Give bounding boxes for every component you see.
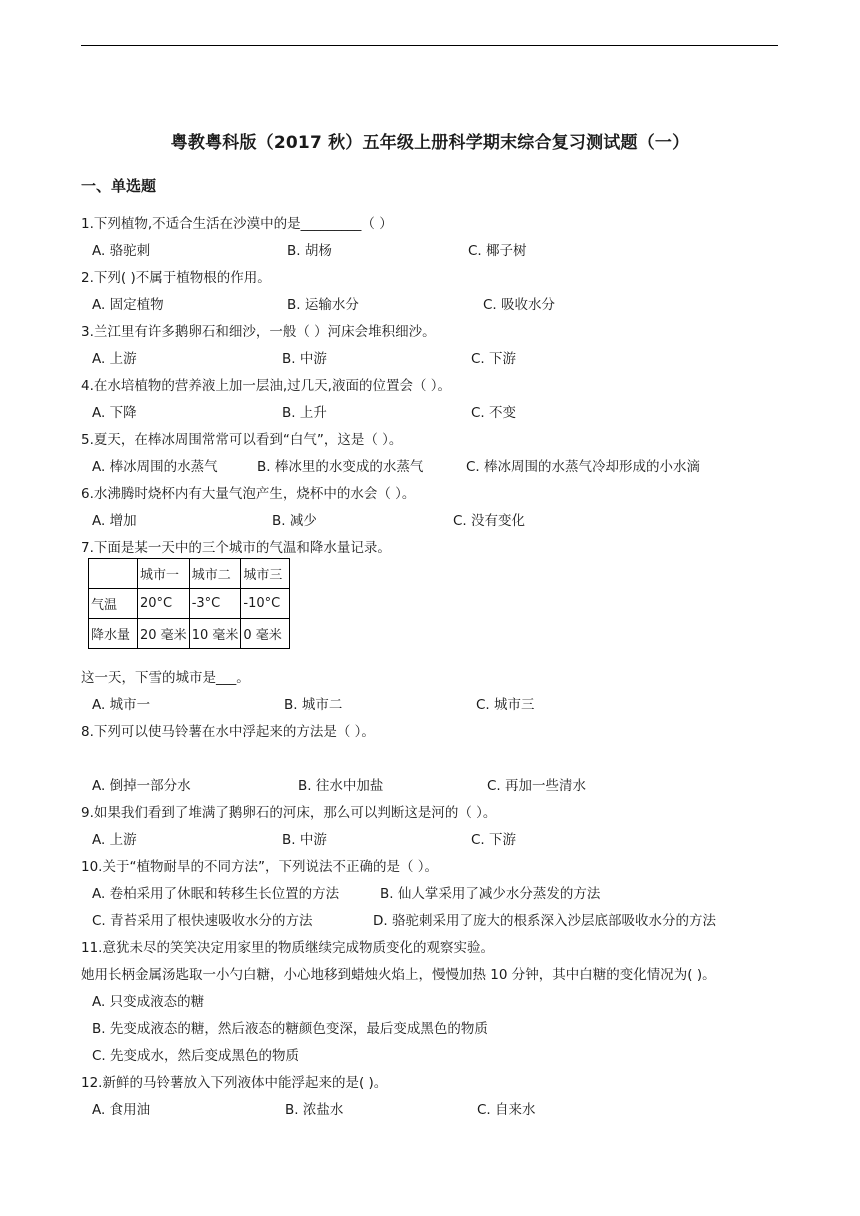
table-cell [89, 559, 138, 589]
q10-option-c[interactable]: C. 青苔采用了根快速吸收水分的方法 [92, 913, 313, 929]
q7-option-b[interactable]: B. 城市二 [284, 697, 343, 713]
table-header-cell: 城市二 [189, 559, 241, 589]
header-rule [81, 45, 778, 46]
q9-option-a[interactable]: A. 上游 [92, 832, 137, 848]
weather-table [88, 558, 290, 649]
table-cell: 降水量 [89, 619, 138, 649]
q4-option-b[interactable]: B. 上升 [282, 405, 327, 421]
question-9-stem: 9.如果我们看到了堆满了鹅卵石的河床，那么可以判断这是河的（ ）。 [81, 805, 497, 821]
section-heading: 一、单选题 [81, 177, 157, 195]
table-row [89, 619, 290, 649]
question-12-stem: 12.新鲜的马铃薯放入下列液体中能浮起来的是( )。 [81, 1075, 388, 1091]
q2-option-b[interactable]: B. 运输水分 [287, 297, 359, 313]
question-1-stem: 1.下列植物,不适合生活在沙漠中的是_________（ ） [81, 216, 393, 232]
q4-option-a[interactable]: A. 下降 [92, 405, 137, 421]
q5-option-a[interactable]: A. 棒冰周围的水蒸气 [92, 459, 218, 475]
q11-option-a[interactable]: A. 只变成液态的糖 [92, 994, 205, 1010]
q5-option-c[interactable]: C. 棒冰周围的水蒸气冷却形成的小水滴 [466, 459, 701, 475]
q4-option-c[interactable]: C. 不变 [471, 405, 517, 421]
q10-option-a[interactable]: A. 卷柏采用了休眠和转移生长位置的方法 [92, 886, 340, 902]
q8-option-a[interactable]: A. 倒掉一部分水 [92, 778, 191, 794]
q12-option-a[interactable]: A. 食用油 [92, 1102, 151, 1118]
q6-option-b[interactable]: B. 减少 [272, 513, 317, 529]
table-cell: 气温 [89, 589, 138, 619]
table-cell: -3°C [189, 589, 241, 619]
table-row [89, 589, 290, 619]
question-4-stem: 4.在水培植物的营养液上加一层油,过几天,液面的位置会（ ）。 [81, 378, 452, 394]
q1-option-a[interactable]: A. 骆驼刺 [92, 243, 151, 259]
q5-option-b[interactable]: B. 棒冰里的水变成的水蒸气 [257, 459, 424, 475]
q9-option-b[interactable]: B. 中游 [282, 832, 327, 848]
question-8-stem: 8.下列可以使马铃薯在水中浮起来的方法是（ ）。 [81, 724, 375, 740]
table-header-row [89, 559, 290, 589]
question-5-stem: 5.夏天，在棒冰周围常常可以看到“白气”，这是（ ）。 [81, 432, 403, 448]
q7-option-a[interactable]: A. 城市一 [92, 697, 151, 713]
question-11-stem-continued: 她用长柄金属汤匙取一小勺白糖，小心地移到蜡烛火焰上，慢慢加热 10 分钟，其中白糖的变化情况为( )。 [81, 967, 716, 983]
q6-option-a[interactable]: A. 增加 [92, 513, 137, 529]
question-11-stem: 11.意犹未尽的笑笑决定用家里的物质继续完成物质变化的观察实验。 [81, 940, 494, 956]
question-6-stem: 6.水沸腾时烧杯内有大量气泡产生，烧杯中的水会（ ）。 [81, 486, 416, 502]
table-cell: 0 毫米 [241, 619, 290, 649]
q7-option-c[interactable]: C. 城市三 [476, 697, 535, 713]
q3-option-a[interactable]: A. 上游 [92, 351, 137, 367]
table-cell: 20 毫米 [138, 619, 190, 649]
q10-option-d[interactable]: D. 骆驼刺采用了庞大的根系深入沙层底部吸收水分的方法 [373, 913, 716, 929]
q1-option-c[interactable]: C. 椰子树 [468, 243, 527, 259]
page-title: 粤教粤科版（2017 秋）五年级上册科学期末综合复习测试题（一） [170, 133, 690, 153]
q9-option-c[interactable]: C. 下游 [471, 832, 517, 848]
q2-option-a[interactable]: A. 固定植物 [92, 297, 164, 313]
question-2-stem: 2.下列( )不属于植物根的作用。 [81, 270, 271, 286]
table-cell: -10°C [241, 589, 290, 619]
q3-option-c[interactable]: C. 下游 [471, 351, 517, 367]
q8-option-b[interactable]: B. 往水中加盐 [298, 778, 384, 794]
q3-option-b[interactable]: B. 中游 [282, 351, 327, 367]
table-header-cell: 城市三 [241, 559, 290, 589]
question-7-stem: 7.下面是某一天中的三个城市的气温和降水量记录。 [81, 540, 391, 556]
q8-option-c[interactable]: C. 再加一些清水 [487, 778, 587, 794]
q12-option-b[interactable]: B. 浓盐水 [285, 1102, 344, 1118]
q10-option-b[interactable]: B. 仙人掌采用了减少水分蒸发的方法 [380, 886, 601, 902]
q12-option-c[interactable]: C. 自来水 [477, 1102, 536, 1118]
q2-option-c[interactable]: C. 吸收水分 [483, 297, 556, 313]
question-7-follow-up: 这一天，下雪的城市是___。 [81, 670, 250, 686]
q1-option-b[interactable]: B. 胡杨 [287, 243, 332, 259]
q11-option-b[interactable]: B. 先变成液态的糖，然后液态的糖颜色变深，最后变成黑色的物质 [92, 1021, 488, 1037]
table-cell: 10 毫米 [189, 619, 241, 649]
table-header-cell: 城市一 [138, 559, 190, 589]
table-cell: 20°C [138, 589, 190, 619]
question-10-stem: 10.关于“植物耐旱的不同方法”，下列说法不正确的是（ ）。 [81, 859, 438, 875]
q11-option-c[interactable]: C. 先变成水，然后变成黑色的物质 [92, 1048, 300, 1064]
q6-option-c[interactable]: C. 没有变化 [453, 513, 526, 529]
question-3-stem: 3.兰江里有许多鹅卵石和细沙，一般（ ）河床会堆积细沙。 [81, 324, 436, 340]
